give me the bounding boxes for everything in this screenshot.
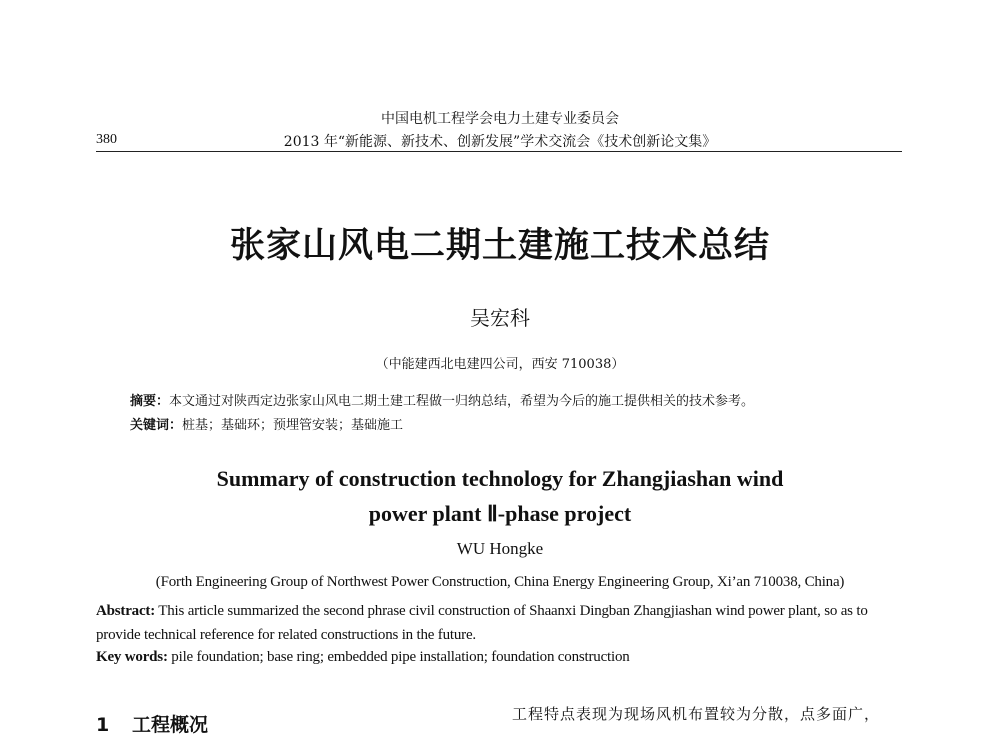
abstract-en-text: This article summarized the second phrase civil construction of Shaanxi Dingban Zhangjiashan wind power plant, so as to provide technical reference for related constructions in the future. xyxy=(96,603,868,643)
abstract-zh-text: 本文通过对陕西定边张家山风电二期土建工程做一归纳总结，希望为今后的施工提供相关的技术参考。 xyxy=(169,394,755,409)
journal-header-line2: 2013 年“新能源、新技术、创新发展”学术交流会《技术创新论文集》 xyxy=(283,134,717,150)
section-number: 1 xyxy=(96,714,110,736)
abstract-en xyxy=(96,599,896,647)
page-number: 380 xyxy=(96,132,117,147)
paper-title-en-line1: Summary of construction technology for Zhangjiashan wind xyxy=(216,466,784,491)
keywords-zh-label: 关键词： xyxy=(130,418,183,433)
journal-header-line1: 中国电机工程学会电力土建专业委员会 xyxy=(381,111,619,127)
section-heading xyxy=(96,710,208,737)
abstract-zh xyxy=(130,390,754,409)
author-zh: 吴宏科 xyxy=(470,306,530,330)
paper-title-en xyxy=(0,461,1000,531)
body-text-line: 工程特点表现为现场风机布置较为分散，点多面广， xyxy=(512,705,881,723)
paper-title-zh: 张家山风电二期土建施工技术总结 xyxy=(229,226,770,266)
keywords-en-text: pile foundation; base ring; embedded pipe installation; foundation construction xyxy=(167,649,630,665)
keywords-zh-text: 桩基；基础环；预埋管安装；基础施工 xyxy=(182,418,404,433)
abstract-zh-label: 摘要： xyxy=(130,394,170,409)
author-en: WU Hongke xyxy=(456,539,544,558)
affiliation-en: (Forth Engineering Group of Northwest Power Construction, China Energy Engineering Group, Xi’an 710038, China) xyxy=(155,574,845,590)
abstract-en-label: Abstract: xyxy=(96,603,156,619)
keywords-en xyxy=(96,649,630,666)
section-title: 工程概况 xyxy=(132,714,209,736)
keywords-zh xyxy=(130,414,403,433)
keywords-en-label: Key words: xyxy=(96,649,168,665)
affiliation-zh: （中能建西北电建四公司，西安 710038） xyxy=(375,357,625,372)
header-rule xyxy=(96,151,902,152)
paper-title-en-line2: power plant Ⅱ-phase project xyxy=(368,501,632,526)
